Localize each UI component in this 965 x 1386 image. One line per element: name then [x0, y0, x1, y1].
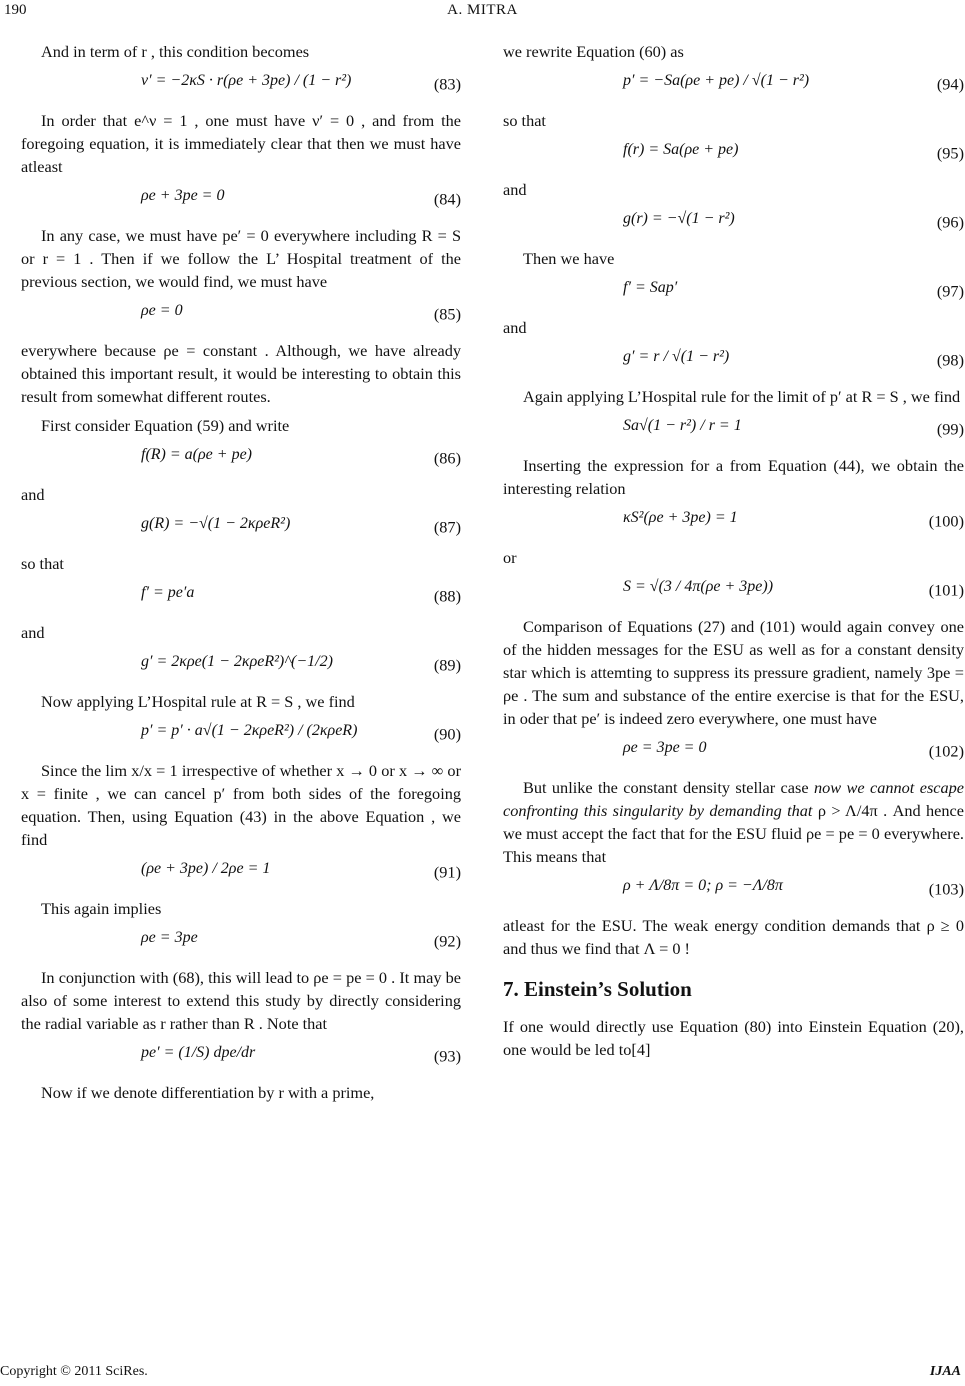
- equation-83: ν′ = −2κS · r(ρe + 3pe) / (1 − r²) (83): [141, 72, 461, 94]
- paragraph: Then we have: [523, 249, 615, 268]
- paragraph: In conjunction with (68), this will lead to ρe = pe = 0 . It may be also of some interest to extend this study by directly considering the radial variable as r rather than R . Note that: [21, 968, 461, 1033]
- paragraph: atleast for the ESU. The weak energy condition demands that ρ ≥ 0 and thus we find that Λ = 0 !: [503, 916, 964, 958]
- equation-103: ρ + Λ/8π = 0; ρ = −Λ/8π (103): [623, 877, 964, 899]
- connective-text: so that: [21, 554, 64, 573]
- section-heading: 7. Einstein’s Solution: [503, 977, 692, 1001]
- equation-94: p′ = −Sa(ρe + pe) / √(1 − r²) (94): [623, 72, 964, 94]
- paragraph: First consider Equation (59) and write: [41, 416, 290, 435]
- paragraph: Now if we denote differentiation by r with a prime,: [41, 1083, 375, 1102]
- equation-95: f(r) = Sa(ρe + pe) (95): [623, 141, 964, 163]
- left-column: [21, 40, 461, 1110]
- paragraph: Since the lim x/x = 1 irrespective of whether x → 0 or x → ∞ or x = finite , we can cancel p′ from both sides of the foregoing equation. Then, using Equation (43) in the above Equation , we find: [21, 761, 461, 849]
- connective-text: so that: [503, 111, 546, 130]
- equation-88: f′ = pe′a (88): [141, 584, 461, 606]
- paragraph: we rewrite Equation (60) as: [503, 42, 684, 61]
- paragraph: Comparison of Equations (27) and (101) would again convey one of the hidden messages for the ESU as well as for a constant density star which is attemting to suppress its pressure gradient, namely 3pe = ρe . The sum and substance of the entire exercise is that for the ESU, in oder that pe′ is indeed zero everywhere, one must have: [503, 617, 964, 728]
- connective-text: and: [503, 318, 527, 337]
- equation-92: ρe = 3pe (92): [141, 929, 461, 951]
- equation-85: ρe = 0 (85): [141, 302, 461, 324]
- emphasized-text: now we cannot escape confronting this singularity by demanding that: [503, 778, 965, 820]
- equation-99: Sa√(1 − r²) / r = 1 (99): [623, 417, 964, 439]
- right-column: [503, 40, 964, 1067]
- paragraph: In any case, we must have pe′ = 0 everywhere including R = S or r = 1 . Then if we follow the L’ Hospital treatment of the previous section, we would find, we must have: [21, 226, 461, 291]
- equation-84: ρe + 3pe = 0 (84): [141, 187, 461, 209]
- equation-90: p′ = p′ · a√(1 − 2κρeR²) / (2κρeR) (90): [141, 722, 461, 744]
- paragraph: If one would directly use Equation (80) into Einstein Equation (20), one would be led to[4]: [503, 1017, 964, 1059]
- paragraph: This again implies: [41, 899, 162, 918]
- connective-text: or: [503, 548, 517, 567]
- footer-journal: IJAA: [929, 1364, 961, 1379]
- equation-101: S = √(3 / 4π(ρe + 3pe)) (101): [623, 578, 964, 600]
- equation-96: g(r) = −√(1 − r²) (96): [623, 210, 964, 232]
- paragraph: Inserting the expression for a from Equation (44), we obtain the interesting relation: [503, 456, 964, 498]
- connective-text: and: [503, 180, 527, 199]
- connective-text: and: [21, 623, 45, 642]
- equation-98: g′ = r / √(1 − r²) (98): [623, 348, 964, 370]
- paragraph: Now applying L’Hospital rule at R = S , we find: [41, 692, 355, 711]
- equation-97: f′ = Sap′ (97): [623, 279, 964, 301]
- page-number: 190: [4, 2, 27, 18]
- equation-89: g′ = 2κρe(1 − 2κρeR²)^(−1/2) (89): [141, 653, 461, 675]
- equation-93: pe′ = (1/S) dpe/dr (93): [141, 1044, 461, 1066]
- paragraph: But unlike the constant density stellar case now we cannot escape confronting this singularity by demanding that ρ > Λ/4π . And hence we must accept the fact that for the ESU fluid ρe = pe = 0 everywhere. This means that: [503, 778, 965, 866]
- equation-86: f(R) = a(ρe + pe) (86): [141, 446, 461, 468]
- equation-87: g(R) = −√(1 − 2κρeR²) (87): [141, 515, 461, 537]
- paragraph: And in term of r , this condition becomes: [41, 42, 310, 61]
- connective-text: and: [21, 485, 45, 504]
- running-header-author: A. MITRA: [447, 2, 518, 18]
- paragraph: Again applying L’Hospital rule for the limit of p′ at R = S , we find: [523, 387, 961, 406]
- paragraph: everywhere because ρe = constant . Although, we have already obtained this important result, it would be interesting to obtain this result from somewhat different routes.: [21, 341, 461, 406]
- equation-91: (ρe + 3pe) / 2ρe = 1 (91): [141, 860, 461, 882]
- paragraph: In order that e^ν = 1 , one must have ν′ = 0 , and from the foregoing equation, it is immediately clear that then we must have atleast: [21, 111, 461, 176]
- equation-102: ρe = 3pe = 0 (102): [623, 739, 964, 761]
- equation-100: κS²(ρe + 3pe) = 1 (100): [623, 509, 964, 531]
- footer-copyright: Copyright © 2011 SciRes.: [0, 1364, 148, 1379]
